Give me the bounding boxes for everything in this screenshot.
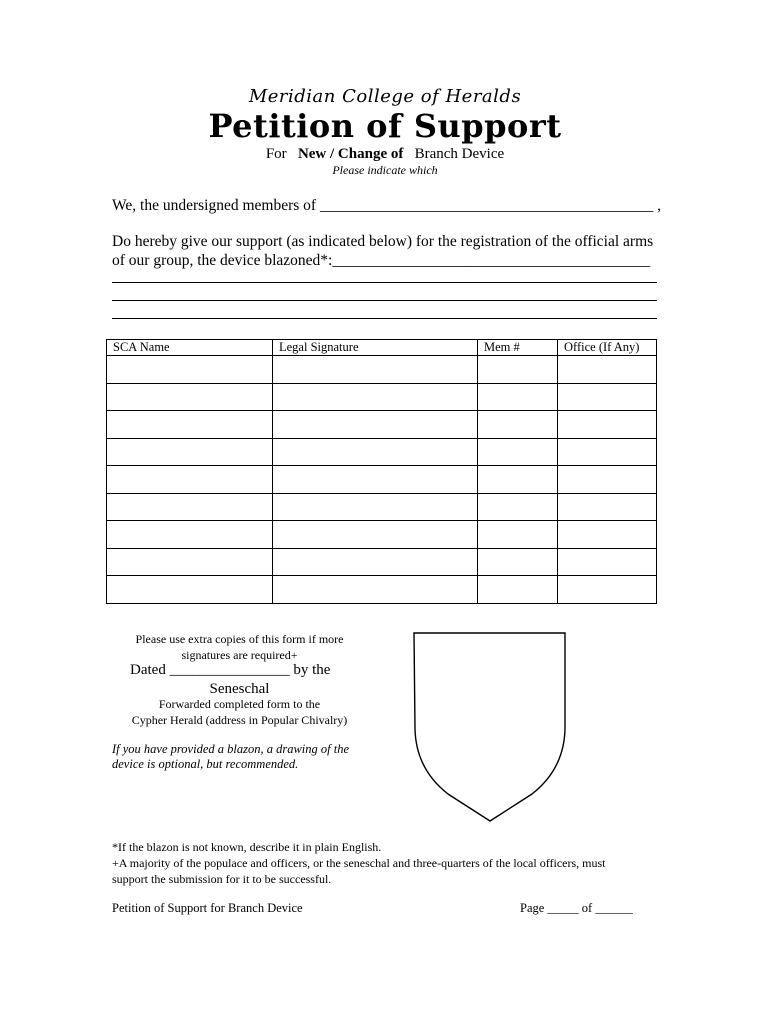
office-cell[interactable] <box>558 383 657 411</box>
blazon-note-line-1: If you have provided a blazon, a drawing of the <box>112 742 350 756</box>
sca-name-cell[interactable] <box>107 438 273 466</box>
table-row <box>107 576 657 604</box>
mem-number-cell[interactable] <box>478 438 558 466</box>
table-header-row <box>107 340 657 356</box>
table-row <box>107 493 657 521</box>
blazon-note-line-2: device is optional, but recommended. <box>112 757 299 771</box>
office-cell[interactable] <box>558 411 657 439</box>
footer-title: Petition of Support for Branch Device <box>112 901 303 915</box>
sca-name-cell[interactable] <box>107 411 273 439</box>
legal-signature-cell[interactable] <box>273 466 478 494</box>
col-header-office: Office (If Any) <box>558 340 657 356</box>
mem-number-cell[interactable] <box>478 466 558 494</box>
table-row <box>107 548 657 576</box>
blazon-blank-line[interactable] <box>112 300 657 301</box>
sca-name-cell[interactable] <box>107 466 273 494</box>
mem-number-cell[interactable] <box>478 493 558 521</box>
page-number-field[interactable]: Page _____ of ______ <box>520 901 633 915</box>
legal-signature-cell[interactable] <box>273 576 478 604</box>
table-row <box>107 383 657 411</box>
table-row <box>107 466 657 494</box>
legal-signature-cell[interactable] <box>273 548 478 576</box>
sca-name-cell[interactable] <box>107 356 273 384</box>
seneschal-label: Seneschal <box>209 681 270 697</box>
mem-number-cell[interactable] <box>478 411 558 439</box>
sca-name-cell[interactable] <box>107 493 273 521</box>
sca-name-cell[interactable] <box>107 383 273 411</box>
col-header-sca-name: SCA Name <box>107 340 273 356</box>
shield-outline <box>414 633 565 821</box>
office-cell[interactable] <box>558 548 657 576</box>
legal-signature-cell[interactable] <box>273 411 478 439</box>
mem-number-cell[interactable] <box>478 356 558 384</box>
new-change-options[interactable]: New / Change of <box>297 146 404 162</box>
footnote-plus-line-2: support the submission for it to be successful. <box>112 872 332 886</box>
indicate-instruction: Please indicate which <box>332 163 438 177</box>
footnote-star: *If the blazon is not known, describe it in plain English. <box>112 840 382 854</box>
dated-line[interactable]: Dated ________________ by the <box>130 662 331 678</box>
table-row <box>107 356 657 384</box>
signature-table <box>106 339 657 604</box>
page-title: Petition of Support <box>208 107 562 145</box>
office-cell[interactable] <box>558 466 657 494</box>
blazon-blank-line[interactable] <box>112 318 657 319</box>
sca-name-cell[interactable] <box>107 548 273 576</box>
mem-number-cell[interactable] <box>478 576 558 604</box>
extra-copies-line-1: Please use extra copies of this form if more <box>135 632 344 646</box>
forwarded-line-1: Forwarded completed form to the <box>158 697 321 711</box>
mem-number-cell[interactable] <box>478 383 558 411</box>
table-row <box>107 411 657 439</box>
support-line-1: Do hereby give our support (as indicated below) for the registration of the official arms <box>112 233 654 250</box>
office-cell[interactable] <box>558 438 657 466</box>
forwarded-line-2: Cypher Herald (address in Popular Chivalry) <box>131 713 348 727</box>
legal-signature-cell[interactable] <box>273 383 478 411</box>
legal-signature-cell[interactable] <box>273 438 478 466</box>
table-row <box>107 521 657 549</box>
sca-name-cell[interactable] <box>107 576 273 604</box>
table-row <box>107 438 657 466</box>
legal-signature-cell[interactable] <box>273 521 478 549</box>
extra-copies-line-2: signatures are required+ <box>181 648 298 662</box>
legal-signature-cell[interactable] <box>273 493 478 521</box>
for-prefix: For <box>265 146 287 162</box>
col-header-mem-number: Mem # <box>478 340 558 356</box>
blazon-blank-line[interactable] <box>112 282 657 283</box>
office-cell[interactable] <box>558 356 657 384</box>
col-header-legal-signature: Legal Signature <box>273 340 478 356</box>
footnote-plus-line-1: +A majority of the populace and officers, or the seneschal and three-quarters of the local officers, must <box>112 856 606 870</box>
sca-name-cell[interactable] <box>107 521 273 549</box>
mem-number-cell[interactable] <box>478 548 558 576</box>
office-cell[interactable] <box>558 521 657 549</box>
members-line[interactable]: We, the undersigned members of ___________________________________________ , <box>112 197 661 214</box>
office-cell[interactable] <box>558 576 657 604</box>
legal-signature-cell[interactable] <box>273 356 478 384</box>
support-line-2[interactable]: of our group, the device blazoned*:_________________________________________ <box>112 252 651 269</box>
device-type-line <box>0 146 770 163</box>
office-cell[interactable] <box>558 493 657 521</box>
for-suffix: Branch Device <box>414 146 505 162</box>
college-name: Meridian College of Heralds <box>248 86 522 107</box>
mem-number-cell[interactable] <box>478 521 558 549</box>
shield-drawing-area[interactable] <box>410 629 570 825</box>
